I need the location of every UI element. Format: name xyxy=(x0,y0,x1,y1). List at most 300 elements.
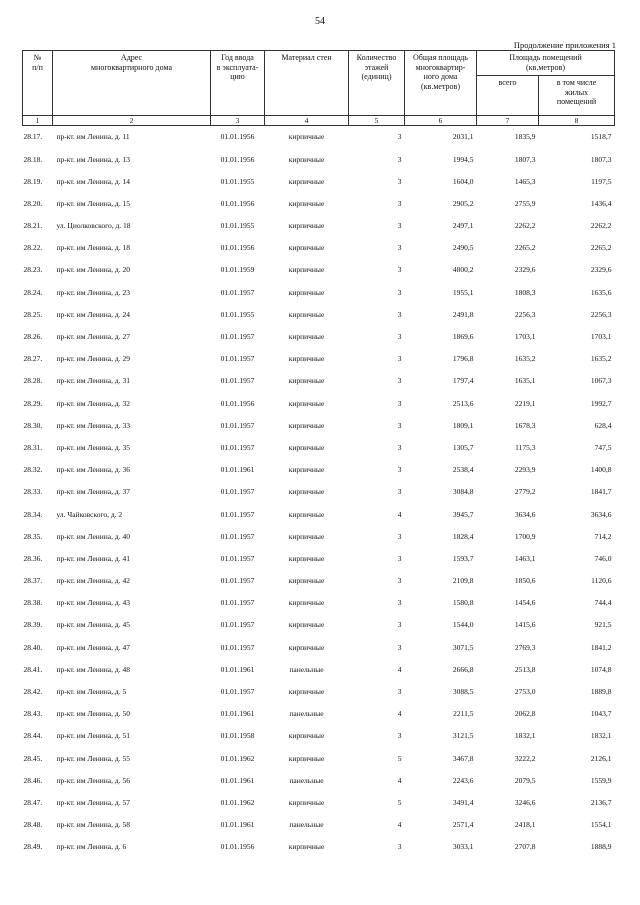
floors-cell: 3 xyxy=(397,731,402,741)
table-row xyxy=(23,304,615,326)
header-num: № п/п xyxy=(23,51,53,116)
row-number: 28.24. xyxy=(23,287,43,297)
year-cell: 01.01.1956 xyxy=(220,243,255,253)
row-number: 28.27. xyxy=(23,354,43,364)
total-area-cell: 2243,6 xyxy=(452,775,474,785)
header-total-area: Общая площадь многоквартир- ного дома (кв.метров) xyxy=(405,51,477,116)
floors-cell: 3 xyxy=(397,576,402,586)
residential-area-cell: 921,5 xyxy=(594,620,612,630)
table-row xyxy=(23,437,615,459)
total-area-cell: 3088,5 xyxy=(452,687,474,697)
floors-cell: 3 xyxy=(397,620,402,630)
premises-total-cell: 2513,8 xyxy=(514,664,536,674)
row-number: 28.25. xyxy=(23,309,43,319)
table-row xyxy=(23,769,615,791)
total-area-cell: 1809,1 xyxy=(452,420,474,430)
table-row xyxy=(23,792,615,814)
table-row xyxy=(23,659,615,681)
address-cell: пр-кт. им Ленина, д. 14 xyxy=(56,176,130,186)
year-cell: 01.01.1957 xyxy=(220,442,255,452)
address-cell: пр-кт. им Ленина, д. 43 xyxy=(56,598,130,608)
floors-cell: 3 xyxy=(397,265,402,275)
page-number: 54 xyxy=(315,16,325,27)
floors-cell: 5 xyxy=(397,797,402,807)
row-number: 28.35. xyxy=(23,531,43,541)
total-area-cell: 2666,8 xyxy=(452,664,474,674)
total-area-cell: 2109,8 xyxy=(452,576,474,586)
year-cell: 01.01.1957 xyxy=(220,376,255,386)
address-cell: пр-кт. им Ленина, д. 57 xyxy=(56,797,130,807)
row-number: 28.38. xyxy=(23,598,43,608)
floors-cell: 3 xyxy=(397,243,402,253)
row-number: 28.22. xyxy=(23,243,43,253)
address-cell: пр-кт. им Ленина, д. 27 xyxy=(56,332,130,342)
material-cell: кирпичные xyxy=(288,509,325,519)
address-cell: пр-кт. им Ленина, д. 42 xyxy=(56,576,130,586)
year-cell: 01.01.1957 xyxy=(220,642,255,652)
table-row xyxy=(23,814,615,836)
residential-area-cell: 714,2 xyxy=(594,531,612,541)
residential-area-cell: 1043,7 xyxy=(590,709,612,719)
floors-cell: 5 xyxy=(397,753,402,763)
year-cell: 01.01.1957 xyxy=(220,598,255,608)
row-number: 28.31. xyxy=(23,442,43,452)
row-number: 28.46. xyxy=(23,775,43,785)
premises-total-cell: 2418,1 xyxy=(514,820,536,830)
table-row xyxy=(23,215,615,237)
address-cell: пр-кт. им Ленина, д. 5 xyxy=(56,687,127,697)
floors-cell: 3 xyxy=(397,598,402,608)
premises-total-cell: 2265,2 xyxy=(514,243,536,253)
year-cell: 01.01.1957 xyxy=(220,531,255,541)
year-cell: 01.01.1959 xyxy=(220,265,255,275)
material-cell: кирпичные xyxy=(288,132,325,142)
header-floors: Количество этажей (единиц) xyxy=(349,51,405,116)
row-number: 28.30. xyxy=(23,420,43,430)
row-number: 28.33. xyxy=(23,487,43,497)
premises-total-cell: 1700,9 xyxy=(514,531,536,541)
material-cell: панельные xyxy=(289,775,324,785)
residential-area-cell: 628,4 xyxy=(594,420,612,430)
material-cell: кирпичные xyxy=(288,731,325,741)
row-number: 28.19. xyxy=(23,176,43,186)
address-cell: ул. Чайковского, д. 2 xyxy=(56,509,123,519)
address-cell: пр-кт. им Ленина, д. 15 xyxy=(56,198,130,208)
residential-area-cell: 2136,7 xyxy=(590,797,612,807)
premises-total-cell: 2262,2 xyxy=(514,221,536,231)
floors-cell: 3 xyxy=(397,132,402,142)
residential-area-cell: 1841,2 xyxy=(590,642,612,652)
year-cell: 01.01.1956 xyxy=(220,198,255,208)
table-row xyxy=(23,370,615,392)
total-area-cell: 1604,0 xyxy=(452,176,474,186)
material-cell: кирпичные xyxy=(288,154,325,164)
housing-table-container xyxy=(22,50,614,858)
address-cell: пр-кт. им Ленина, д. 13 xyxy=(56,154,130,164)
premises-total-cell: 1807,3 xyxy=(514,154,536,164)
address-cell: пр-кт. им Ленина, д. 48 xyxy=(56,664,130,674)
address-cell: пр-кт. им Ленина, д. 36 xyxy=(56,465,130,475)
table-row xyxy=(23,681,615,703)
year-cell: 01.01.1957 xyxy=(220,687,255,697)
row-number: 28.42. xyxy=(23,687,43,697)
year-cell: 01.01.1961 xyxy=(220,709,255,719)
header-year: Год ввода в эксплуата- цию xyxy=(211,51,265,116)
residential-area-cell: 1554,1 xyxy=(590,820,612,830)
year-cell: 01.01.1962 xyxy=(220,753,255,763)
material-cell: кирпичные xyxy=(288,176,325,186)
row-number: 28.39. xyxy=(23,620,43,630)
year-cell: 01.01.1961 xyxy=(220,664,255,674)
column-number: 1 xyxy=(23,116,53,126)
premises-total-cell: 1175,3 xyxy=(515,442,536,452)
floors-cell: 3 xyxy=(397,442,402,452)
column-number: 3 xyxy=(211,116,265,126)
residential-area-cell: 1841,7 xyxy=(590,487,612,497)
residential-area-cell: 1436,4 xyxy=(590,198,612,208)
total-area-cell: 2491,8 xyxy=(452,309,474,319)
total-area-cell: 3084,8 xyxy=(452,487,474,497)
total-area-cell: 1593,7 xyxy=(452,553,474,563)
floors-cell: 3 xyxy=(397,354,402,364)
residential-area-cell: 1074,8 xyxy=(590,664,612,674)
year-cell: 01.01.1961 xyxy=(220,465,255,475)
residential-area-cell: 1400,8 xyxy=(590,465,612,475)
premises-total-cell: 1832,1 xyxy=(514,731,536,741)
residential-area-cell: 1559,9 xyxy=(590,775,612,785)
address-cell: пр-кт. им Ленина, д. 58 xyxy=(56,820,130,830)
premises-total-cell: 2779,2 xyxy=(514,487,536,497)
row-number: 28.36. xyxy=(23,553,43,563)
residential-area-cell: 1635,2 xyxy=(590,354,612,364)
row-number: 28.20. xyxy=(23,198,43,208)
material-cell: кирпичные xyxy=(288,576,325,586)
material-cell: кирпичные xyxy=(288,221,325,231)
table-row xyxy=(23,392,615,414)
floors-cell: 3 xyxy=(397,642,402,652)
column-number: 7 xyxy=(477,116,539,126)
premises-total-cell: 1454,6 xyxy=(514,598,536,608)
premises-total-cell: 1465,3 xyxy=(514,176,536,186)
total-area-cell: 4800,2 xyxy=(452,265,474,275)
row-number: 28.18. xyxy=(23,154,43,164)
residential-area-cell: 2262,2 xyxy=(590,221,612,231)
floors-cell: 3 xyxy=(397,842,402,852)
column-number: 5 xyxy=(349,116,405,126)
table-row xyxy=(23,237,615,259)
floors-cell: 3 xyxy=(397,309,402,319)
year-cell: 01.01.1958 xyxy=(220,731,255,741)
address-cell: пр-кт. им Ленина, д. 24 xyxy=(56,309,130,319)
premises-total-cell: 1703,1 xyxy=(514,332,536,342)
year-cell: 01.01.1962 xyxy=(220,797,255,807)
year-cell: 01.01.1956 xyxy=(220,842,255,852)
floors-cell: 3 xyxy=(397,332,402,342)
year-cell: 01.01.1955 xyxy=(220,176,255,186)
year-cell: 01.01.1957 xyxy=(220,620,255,630)
table-row xyxy=(23,570,615,592)
address-cell: ул. Циолковского, д. 18 xyxy=(56,221,131,231)
year-cell: 01.01.1957 xyxy=(220,553,255,563)
material-cell: кирпичные xyxy=(288,265,325,275)
total-area-cell: 1580,8 xyxy=(452,598,474,608)
total-area-cell: 2538,4 xyxy=(452,465,474,475)
residential-area-cell: 1518,7 xyxy=(590,132,612,142)
residential-area-cell: 747,5 xyxy=(594,442,612,452)
floors-cell: 3 xyxy=(397,176,402,186)
row-number: 28.23. xyxy=(23,265,43,275)
floors-cell: 3 xyxy=(397,287,402,297)
premises-total-cell: 1415,6 xyxy=(514,620,536,630)
material-cell: кирпичные xyxy=(288,487,325,497)
table-row xyxy=(23,281,615,303)
residential-area-cell: 1703,1 xyxy=(590,332,612,342)
floors-cell: 4 xyxy=(397,820,402,830)
address-cell: пр-кт. им Ленина, д. 29 xyxy=(56,354,130,364)
address-cell: пр-кт. им Ленина, д. 37 xyxy=(56,487,130,497)
table-row xyxy=(23,703,615,725)
floors-cell: 4 xyxy=(397,664,402,674)
residential-area-cell: 1889,8 xyxy=(590,687,612,697)
total-area-cell: 2490,5 xyxy=(452,243,474,253)
year-cell: 01.01.1957 xyxy=(220,420,255,430)
row-number: 28.32. xyxy=(23,465,43,475)
total-area-cell: 3071,5 xyxy=(452,642,474,652)
year-cell: 01.01.1957 xyxy=(220,576,255,586)
material-cell: кирпичные xyxy=(288,531,325,541)
table-row xyxy=(23,503,615,525)
material-cell: кирпичные xyxy=(288,442,325,452)
material-cell: кирпичные xyxy=(288,842,325,852)
premises-total-cell: 1808,3 xyxy=(514,287,536,297)
table-row xyxy=(23,348,615,370)
premises-total-cell: 2769,3 xyxy=(514,642,536,652)
address-cell: пр-кт. им Ленина, д. 23 xyxy=(56,287,130,297)
material-cell: кирпичные xyxy=(288,332,325,342)
premises-total-cell: 1835,9 xyxy=(514,132,536,142)
total-area-cell: 2497,1 xyxy=(452,221,474,231)
address-cell: пр-кт. им Ленина, д. 40 xyxy=(56,531,130,541)
residential-area-cell: 1807,3 xyxy=(590,154,612,164)
premises-total-cell: 2293,9 xyxy=(514,465,536,475)
premises-total-cell: 3222,2 xyxy=(514,753,536,763)
premises-total-cell: 2219,1 xyxy=(514,398,536,408)
material-cell: кирпичные xyxy=(288,376,325,386)
residential-area-cell: 1992,7 xyxy=(590,398,612,408)
material-cell: кирпичные xyxy=(288,354,325,364)
material-cell: панельные xyxy=(289,709,324,719)
column-numbers-row xyxy=(23,116,615,126)
total-area-cell: 3467,8 xyxy=(452,753,474,763)
address-cell: пр-кт. им Ленина, д. 51 xyxy=(56,731,130,741)
total-area-cell: 2905,2 xyxy=(452,198,474,208)
table-row xyxy=(23,326,615,348)
premises-total-cell: 2707,8 xyxy=(514,842,536,852)
table-row xyxy=(23,525,615,547)
premises-total-cell: 2753,0 xyxy=(514,687,536,697)
residential-area-cell: 2126,1 xyxy=(590,753,612,763)
row-number: 28.40. xyxy=(23,642,43,652)
residential-area-cell: 3634,6 xyxy=(590,509,612,519)
floors-cell: 3 xyxy=(397,221,402,231)
floors-cell: 3 xyxy=(397,465,402,475)
address-cell: пр-кт. им Ленина, д. 35 xyxy=(56,442,130,452)
premises-total-cell: 1635,2 xyxy=(514,354,536,364)
premises-total-cell: 2062,8 xyxy=(514,709,536,719)
material-cell: кирпичные xyxy=(288,642,325,652)
year-cell: 01.01.1956 xyxy=(220,398,255,408)
address-cell: пр-кт. им Ленина, д. 18 xyxy=(56,243,130,253)
row-number: 28.45. xyxy=(23,753,43,763)
total-area-cell: 1796,8 xyxy=(452,354,474,364)
floors-cell: 3 xyxy=(397,687,402,697)
table-row xyxy=(23,459,615,481)
floors-cell: 4 xyxy=(397,775,402,785)
table-header xyxy=(23,51,615,126)
material-cell: кирпичные xyxy=(288,243,325,253)
address-cell: пр-кт. им Ленина, д. 41 xyxy=(56,553,130,563)
table-row xyxy=(23,170,615,192)
table-row xyxy=(23,481,615,503)
total-area-cell: 1544,0 xyxy=(452,620,474,630)
residential-area-cell: 1635,6 xyxy=(590,287,612,297)
year-cell: 01.01.1957 xyxy=(220,354,255,364)
total-area-cell: 1869,6 xyxy=(452,332,474,342)
header-address: Адрес многоквартирного дома xyxy=(53,51,211,116)
residential-area-cell: 2329,6 xyxy=(590,265,612,275)
year-cell: 01.01.1961 xyxy=(220,775,255,785)
header-residential: в том числе жилых помещений xyxy=(539,76,615,116)
table-row xyxy=(23,836,615,858)
row-number: 28.26. xyxy=(23,332,43,342)
row-number: 28.41. xyxy=(23,664,43,674)
material-cell: кирпичные xyxy=(288,553,325,563)
year-cell: 01.01.1957 xyxy=(220,487,255,497)
total-area-cell: 2211,5 xyxy=(453,709,474,719)
floors-cell: 3 xyxy=(397,154,402,164)
residential-area-cell: 1832,1 xyxy=(590,731,612,741)
address-cell: пр-кт. им Ленина, д. 32 xyxy=(56,398,130,408)
row-number: 28.21. xyxy=(23,221,43,231)
continuation-note: Продолжение приложения 1 xyxy=(513,40,616,50)
material-cell: кирпичные xyxy=(288,687,325,697)
row-number: 28.17. xyxy=(23,132,43,142)
premises-total-cell: 1635,1 xyxy=(514,376,536,386)
year-cell: 01.01.1955 xyxy=(220,309,255,319)
row-number: 28.28. xyxy=(23,376,43,386)
housing-table xyxy=(22,50,615,858)
address-cell: пр-кт. им Ленина, д. 47 xyxy=(56,642,130,652)
material-cell: кирпичные xyxy=(288,398,325,408)
year-cell: 01.01.1955 xyxy=(220,221,255,231)
year-cell: 01.01.1957 xyxy=(220,509,255,519)
total-area-cell: 3491,4 xyxy=(452,797,474,807)
year-cell: 01.01.1957 xyxy=(220,332,255,342)
table-body xyxy=(23,126,615,859)
residential-area-cell: 1197,5 xyxy=(591,176,612,186)
table-row xyxy=(23,148,615,170)
table-row xyxy=(23,636,615,658)
residential-area-cell: 744,4 xyxy=(594,598,612,608)
year-cell: 01.01.1956 xyxy=(220,154,255,164)
row-number: 28.37. xyxy=(23,576,43,586)
premises-total-cell: 2079,5 xyxy=(514,775,536,785)
total-area-cell: 3121,5 xyxy=(452,731,474,741)
table-row xyxy=(23,259,615,281)
material-cell: кирпичные xyxy=(288,309,325,319)
residential-area-cell: 2256,3 xyxy=(590,309,612,319)
material-cell: кирпичные xyxy=(288,287,325,297)
premises-total-cell: 3634,6 xyxy=(514,509,536,519)
premises-total-cell: 1678,3 xyxy=(514,420,536,430)
total-area-cell: 1797,4 xyxy=(452,376,474,386)
column-number: 2 xyxy=(53,116,211,126)
premises-total-cell: 3246,6 xyxy=(514,797,536,807)
residential-area-cell: 1888,9 xyxy=(590,842,612,852)
residential-area-cell: 1067,3 xyxy=(590,376,612,386)
table-row xyxy=(23,725,615,747)
floors-cell: 3 xyxy=(397,198,402,208)
total-area-cell: 3033,1 xyxy=(452,842,474,852)
premises-total-cell: 1850,6 xyxy=(514,576,536,586)
year-cell: 01.01.1961 xyxy=(220,820,255,830)
total-area-cell: 1305,7 xyxy=(452,442,474,452)
address-cell: пр-кт. им Ленина, д. 33 xyxy=(56,420,130,430)
residential-area-cell: 1120,6 xyxy=(591,576,612,586)
address-cell: пр-кт. им Ленина, д. 20 xyxy=(56,265,130,275)
year-cell: 01.01.1957 xyxy=(220,287,255,297)
total-area-cell: 2513,6 xyxy=(452,398,474,408)
row-number: 28.47. xyxy=(23,797,43,807)
row-number: 28.29. xyxy=(23,398,43,408)
column-number: 6 xyxy=(405,116,477,126)
total-area-cell: 1994,5 xyxy=(452,154,474,164)
material-cell: кирпичные xyxy=(288,797,325,807)
column-number: 8 xyxy=(539,116,615,126)
column-number: 4 xyxy=(265,116,349,126)
material-cell: кирпичные xyxy=(288,420,325,430)
row-number: 28.48. xyxy=(23,820,43,830)
residential-area-cell: 2265,2 xyxy=(590,243,612,253)
residential-area-cell: 746,0 xyxy=(594,553,612,563)
header-premises-area: Площадь помещений (кв.метров) xyxy=(477,51,615,76)
table-row xyxy=(23,126,615,149)
row-number: 28.43. xyxy=(23,709,43,719)
address-cell: пр-кт. им Ленина, д. 6 xyxy=(56,842,127,852)
address-cell: пр-кт. им Ленина, д. 56 xyxy=(56,775,130,785)
total-area-cell: 2031,1 xyxy=(452,132,474,142)
address-cell: пр-кт. им Ленина, д. 50 xyxy=(56,709,130,719)
address-cell: пр-кт. им Ленина, д. 55 xyxy=(56,753,130,763)
header-premises-total: всего xyxy=(477,76,539,116)
material-cell: кирпичные xyxy=(288,753,325,763)
floors-cell: 3 xyxy=(397,376,402,386)
material-cell: панельные xyxy=(289,820,324,830)
floors-cell: 3 xyxy=(397,531,402,541)
row-number: 28.49. xyxy=(23,842,43,852)
total-area-cell: 2571,4 xyxy=(452,820,474,830)
total-area-cell: 3945,7 xyxy=(452,509,474,519)
material-cell: кирпичные xyxy=(288,620,325,630)
material-cell: кирпичные xyxy=(288,198,325,208)
table-row xyxy=(23,747,615,769)
table-row xyxy=(23,614,615,636)
table-row xyxy=(23,193,615,215)
table-row xyxy=(23,592,615,614)
floors-cell: 4 xyxy=(397,509,402,519)
floors-cell: 3 xyxy=(397,553,402,563)
premises-total-cell: 2755,9 xyxy=(514,198,536,208)
